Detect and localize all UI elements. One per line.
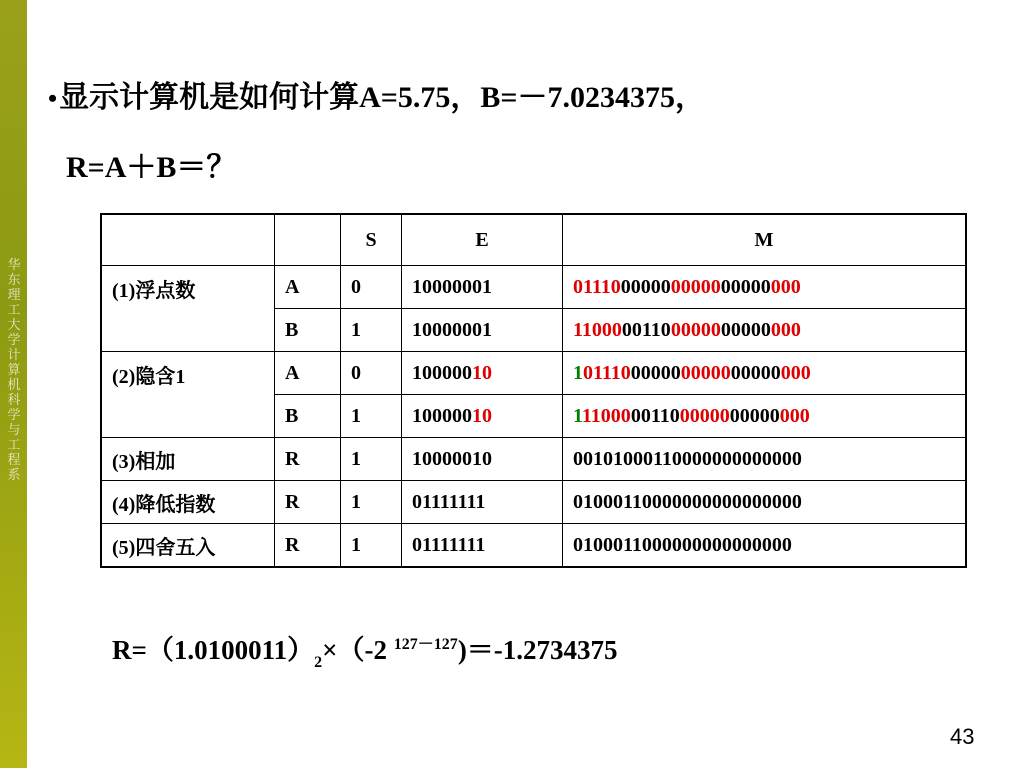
mantissa-bits bbox=[563, 524, 967, 568]
operand-name: R bbox=[275, 481, 341, 524]
mantissa-bits bbox=[563, 395, 967, 438]
mantissa-bits bbox=[563, 309, 967, 352]
bit-segment: 10000001 bbox=[412, 318, 492, 341]
step-label: (2)隐含1 bbox=[101, 352, 275, 438]
bit-segment: 00101000110000000000000 bbox=[573, 447, 802, 470]
result-mid: ×（-2 bbox=[322, 635, 394, 665]
bit-segment: 01111111 bbox=[412, 533, 486, 556]
sign-bit: 1 bbox=[341, 481, 402, 524]
header-mantissa: M bbox=[563, 214, 967, 266]
sidebar-department-label: 华东理工大学计算机科学与工程系 bbox=[7, 258, 21, 483]
operand-name: B bbox=[275, 309, 341, 352]
exponent-bits bbox=[402, 524, 563, 568]
exponent-bits bbox=[402, 395, 563, 438]
table-row bbox=[101, 438, 966, 481]
header-step bbox=[101, 214, 275, 266]
table-header-row bbox=[101, 214, 966, 266]
operand-name: A bbox=[275, 266, 341, 309]
table-row bbox=[101, 352, 966, 395]
header-sign: S bbox=[341, 214, 402, 266]
bit-segment: 10 bbox=[472, 404, 492, 427]
mantissa-bits bbox=[563, 438, 967, 481]
bit-segment: 00110 bbox=[621, 318, 671, 341]
result-value: )＝-1.2734375 bbox=[457, 635, 618, 665]
exponent-bits bbox=[402, 352, 563, 395]
sign-bit: 0 bbox=[341, 352, 402, 395]
step-label: (5)四舍五入 bbox=[101, 524, 275, 568]
question-line-2: R=A＋B＝？ bbox=[66, 151, 237, 184]
float-addition-table bbox=[100, 213, 967, 568]
bit-segment: 100000 bbox=[412, 361, 472, 384]
sign-bit: 1 bbox=[341, 438, 402, 481]
bit-segment: 00000 bbox=[720, 275, 771, 298]
sidebar-band bbox=[0, 0, 27, 768]
step-label: (4)降低指数 bbox=[101, 481, 275, 524]
bit-segment: 00000 bbox=[620, 275, 671, 298]
operand-name: A bbox=[275, 352, 341, 395]
sign-bit: 0 bbox=[341, 266, 402, 309]
header-exponent: E bbox=[402, 214, 563, 266]
step-label: (1)浮点数 bbox=[101, 266, 275, 352]
bit-segment: 00000 bbox=[630, 361, 681, 384]
bit-segment: 11000 bbox=[581, 404, 631, 427]
sign-bit: 1 bbox=[341, 395, 402, 438]
table-row bbox=[101, 524, 966, 568]
bit-segment: 0100011000000000000000 bbox=[573, 533, 792, 556]
question-text: 显示计算机是如何计算A=5.75，B=－7.0234375， bbox=[59, 81, 705, 114]
bit-segment: 1 bbox=[573, 361, 583, 384]
bit-segment: 000 bbox=[780, 361, 811, 384]
exponent-bits bbox=[402, 266, 563, 309]
sign-bit: 1 bbox=[341, 309, 402, 352]
sign-bit: 1 bbox=[341, 524, 402, 568]
operand-name: R bbox=[275, 524, 341, 568]
result-base: 2 bbox=[314, 654, 323, 671]
bit-segment: 00000 bbox=[670, 275, 721, 298]
bit-segment: 11000 bbox=[573, 318, 622, 341]
bit-segment: 100000 bbox=[412, 404, 472, 427]
bit-segment: 00000 bbox=[670, 318, 721, 341]
exponent-bits bbox=[402, 481, 563, 524]
question-line-1 bbox=[48, 72, 705, 116]
bit-segment: 00110 bbox=[630, 404, 680, 427]
bit-segment: 000 bbox=[779, 404, 810, 427]
bit-segment: 00000 bbox=[730, 361, 781, 384]
header-operand bbox=[275, 214, 341, 266]
bit-segment: 000 bbox=[770, 275, 801, 298]
table-row bbox=[101, 481, 966, 524]
operand-name: B bbox=[275, 395, 341, 438]
mantissa-bits bbox=[563, 352, 967, 395]
bit-segment: 10000001 bbox=[412, 275, 492, 298]
mantissa-bits bbox=[563, 266, 967, 309]
bit-segment: 00000 bbox=[729, 404, 780, 427]
result-formula bbox=[112, 628, 618, 672]
bit-segment: 01110 bbox=[583, 361, 631, 384]
mantissa-bits bbox=[563, 481, 967, 524]
bit-segment: 00000 bbox=[720, 318, 771, 341]
exponent-bits bbox=[402, 309, 563, 352]
page-number: 43 bbox=[950, 724, 975, 749]
bit-segment: 01111111 bbox=[412, 490, 486, 513]
bit-segment: 00000 bbox=[679, 404, 730, 427]
bit-segment: 00000 bbox=[680, 361, 731, 384]
result-prefix: R=（1.0100011） bbox=[112, 635, 315, 665]
exponent-bits bbox=[402, 438, 563, 481]
bit-segment: 10 bbox=[472, 361, 492, 384]
bullet-icon: • bbox=[48, 84, 58, 113]
table-row bbox=[101, 266, 966, 309]
operand-name: R bbox=[275, 438, 341, 481]
bit-segment: 01000110000000000000000 bbox=[573, 490, 802, 513]
bit-segment: 01110 bbox=[573, 275, 621, 298]
result-exponent: 127－127 bbox=[393, 636, 458, 653]
bit-segment: 000 bbox=[770, 318, 801, 341]
bit-segment: 1 bbox=[573, 404, 582, 427]
bit-segment: 10000010 bbox=[412, 447, 492, 470]
step-label: (3)相加 bbox=[101, 438, 275, 481]
